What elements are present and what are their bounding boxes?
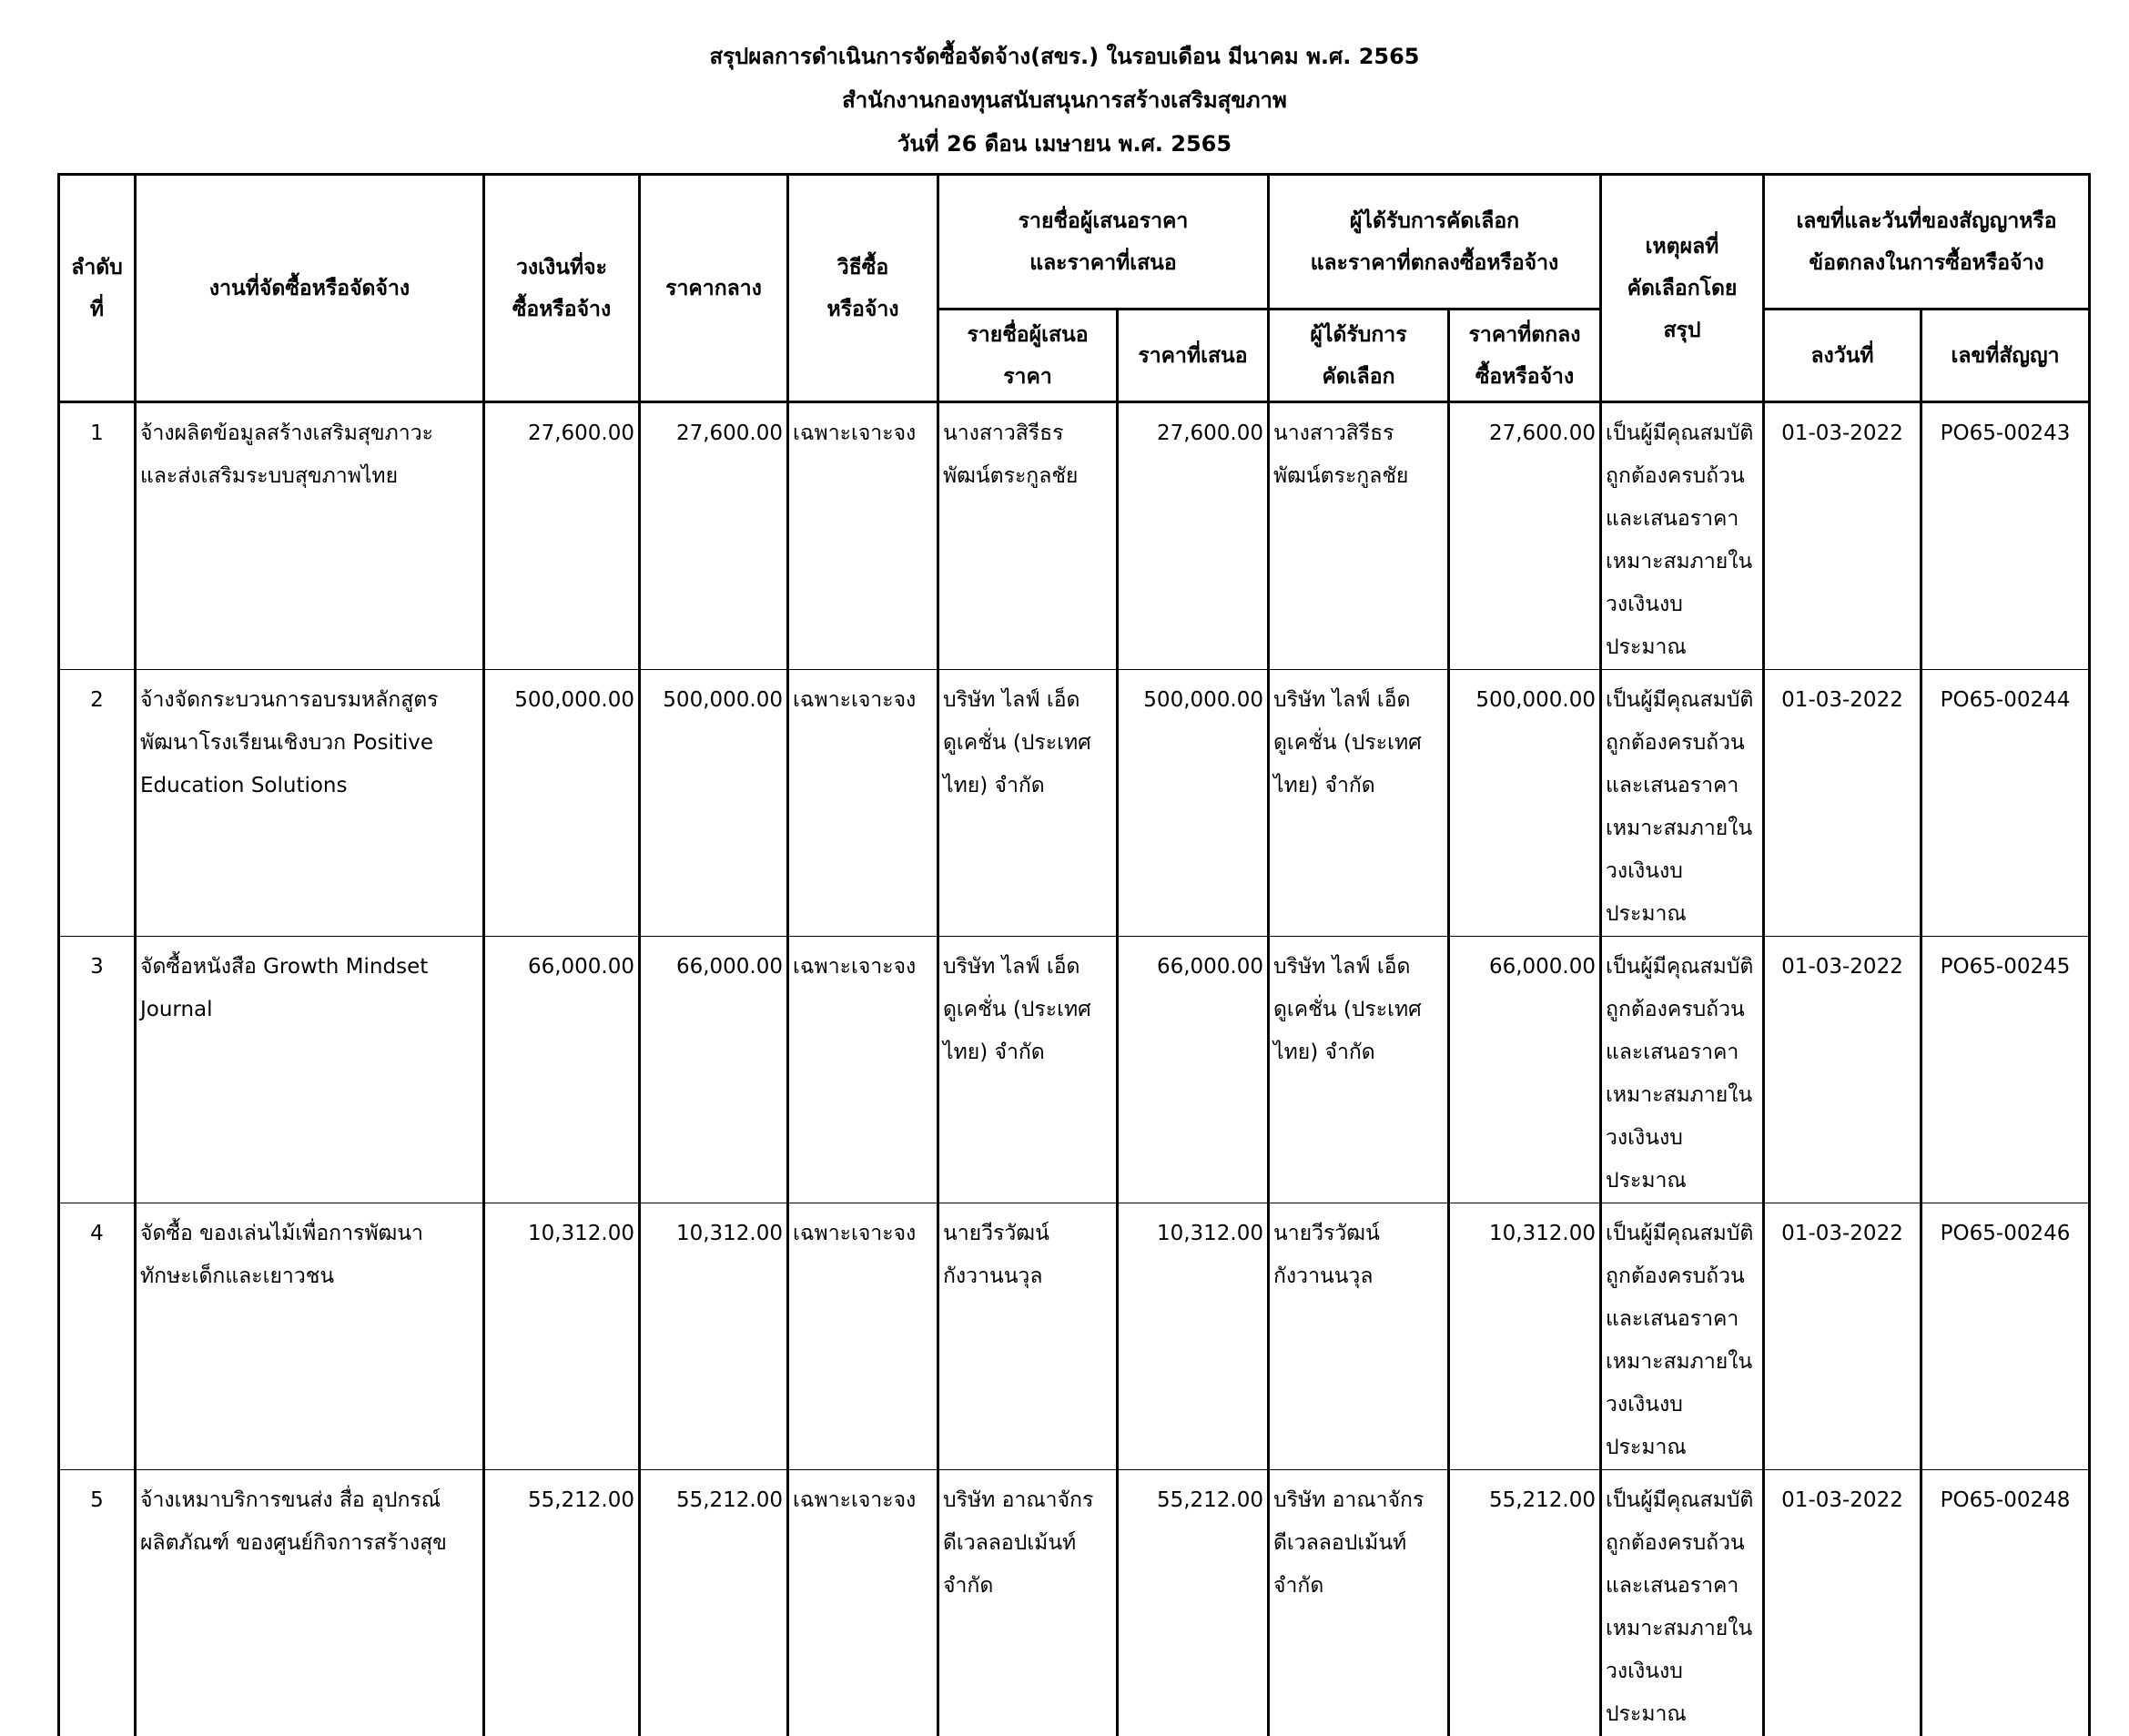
row-reason: เป็นผู้มีคุณสมบัติ ถูกต้องครบถ้วน และเสนอราคา เหมาะสมภายใน วงเงินงบประมาณ (1601, 1203, 1764, 1470)
row-no: 2 (59, 670, 136, 937)
row-bid-price: 66,000.00 (1118, 937, 1269, 1203)
table-row (59, 1470, 2090, 1736)
row-reason: เป็นผู้มีคุณสมบัติ ถูกต้องครบถ้วน และเสนอราคา เหมาะสมภายใน วงเงินงบประมาณ (1601, 402, 1764, 670)
row-bid-price: 500,000.00 (1118, 670, 1269, 937)
row-bid-price: 27,600.00 (1118, 402, 1269, 670)
row-budget: 10,312.00 (484, 1203, 640, 1470)
row-contract-no: PO65-00246 (1921, 1203, 2090, 1470)
row-method: เฉพาะเจาะจง (788, 670, 938, 937)
row-reason: เป็นผู้มีคุณสมบัติ ถูกต้องครบถ้วน และเสนอราคา เหมาะสมภายใน วงเงินงบประมาณ (1601, 937, 1764, 1203)
row-median-price: 10,312.00 (640, 1203, 788, 1470)
table-row (59, 937, 2090, 1203)
row-median-price: 66,000.00 (640, 937, 788, 1203)
col-header-budget: วงเงินที่จะ ซื้อหรือจ้าง (484, 175, 640, 402)
row-date: 01-03-2022 (1764, 402, 1921, 670)
col-header-no: ลำดับ ที่ (59, 175, 136, 402)
row-reason: เป็นผู้มีคุณสมบัติ ถูกต้องครบถ้วน และเสนอราคา เหมาะสมภายใน วงเงินงบประมาณ (1601, 670, 1764, 937)
document-header (0, 35, 2129, 166)
row-median-price: 500,000.00 (640, 670, 788, 937)
row-median-price: 27,600.00 (640, 402, 788, 670)
col-header-date: ลงวันที่ (1764, 310, 1921, 402)
col-header-bidder-name: รายชื่อผู้เสนอ ราคา (938, 310, 1118, 402)
row-bid-price: 10,312.00 (1118, 1203, 1269, 1470)
procurement-table (57, 173, 2091, 1736)
document-title: สรุปผลการดำเนินการจัดซื้อจัดจ้าง(สขร.) ในรอบเดือน มีนาคม พ.ศ. 2565 (0, 35, 2129, 78)
row-method: เฉพาะเจาะจง (788, 402, 938, 670)
row-budget: 66,000.00 (484, 937, 640, 1203)
row-date: 01-03-2022 (1764, 937, 1921, 1203)
col-header-reason: เหตุผลที่ คัดเลือกโดย สรุป (1601, 175, 1764, 402)
table-row (59, 402, 2090, 670)
row-selected: บริษัท ไลฟ์ เอ็ด ดูเคชั่น (ประเทศ ไทย) จำกัด (1269, 937, 1449, 1203)
row-no: 3 (59, 937, 136, 1203)
col-header-selected-group: ผู้ได้รับการคัดเลือก และราคาที่ตกลงซื้อหรือจ้าง (1269, 175, 1601, 310)
col-header-bid-price: ราคาที่เสนอ (1118, 310, 1269, 402)
row-bidder: บริษัท อาณาจักร ดีเวลลอปเม้นท์ จำกัด (938, 1470, 1118, 1736)
row-selected: บริษัท ไลฟ์ เอ็ด ดูเคชั่น (ประเทศ ไทย) จำกัด (1269, 670, 1449, 937)
row-no: 4 (59, 1203, 136, 1470)
row-method: เฉพาะเจาะจง (788, 1203, 938, 1470)
row-agreed-price: 66,000.00 (1449, 937, 1601, 1203)
row-bidder: บริษัท ไลฟ์ เอ็ด ดูเคชั่น (ประเทศ ไทย) จำกัด (938, 670, 1118, 937)
col-header-contract-no: เลขที่สัญญา (1921, 310, 2090, 402)
row-reason: เป็นผู้มีคุณสมบัติ ถูกต้องครบถ้วน และเสนอราคา เหมาะสมภายใน วงเงินงบประมาณ (1601, 1470, 1764, 1736)
row-work: จ้างเหมาบริการขนส่ง สื่อ อุปกรณ์ ผลิตภัณฑ์ ของศูนย์กิจการสร้างสุข (136, 1470, 484, 1736)
table-row (59, 1203, 2090, 1470)
row-contract-no: PO65-00244 (1921, 670, 2090, 937)
row-bidder: บริษัท ไลฟ์ เอ็ด ดูเคชั่น (ประเทศ ไทย) จำกัด (938, 937, 1118, 1203)
col-header-agreed-price: ราคาที่ตกลง ซื้อหรือจ้าง (1449, 310, 1601, 402)
row-contract-no: PO65-00248 (1921, 1470, 2090, 1736)
row-selected: บริษัท อาณาจักร ดีเวลลอปเม้นท์ จำกัด (1269, 1470, 1449, 1736)
row-selected: นายวีรวัฒน์ กังวานนวุล (1269, 1203, 1449, 1470)
row-contract-no: PO65-00245 (1921, 937, 2090, 1203)
col-header-selected-name: ผู้ได้รับการ คัดเลือก (1269, 310, 1449, 402)
row-bidder: นายวีรวัฒน์ กังวานนวุล (938, 1203, 1118, 1470)
row-median-price: 55,212.00 (640, 1470, 788, 1736)
row-no: 1 (59, 402, 136, 670)
col-header-work: งานที่จัดซื้อหรือจัดจ้าง (136, 175, 484, 402)
document-date: วันที่ 26 ดือน เมษายน พ.ศ. 2565 (0, 122, 2129, 166)
row-budget: 500,000.00 (484, 670, 640, 937)
row-work: จ้างผลิตข้อมูลสร้างเสริมสุขภาวะ และส่งเสริมระบบสุขภาพไทย (136, 402, 484, 670)
row-selected: นางสาวสิรีธร พัฒน์ตระกูลชัย (1269, 402, 1449, 670)
row-date: 01-03-2022 (1764, 1203, 1921, 1470)
row-method: เฉพาะเจาะจง (788, 1470, 938, 1736)
row-work: จ้างจัดกระบวนการอบรมหลักสูตร พัฒนาโรงเรียนเชิงบวก Positive Education Solutions (136, 670, 484, 937)
row-agreed-price: 10,312.00 (1449, 1203, 1601, 1470)
row-method: เฉพาะเจาะจง (788, 937, 938, 1203)
row-work: จัดซื้อ ของเล่นไม้เพื่อการพัฒนา ทักษะเด็กและเยาวชน (136, 1203, 484, 1470)
row-agreed-price: 500,000.00 (1449, 670, 1601, 937)
row-agreed-price: 27,600.00 (1449, 402, 1601, 670)
organization-name: สำนักงานกองทุนสนับสนุนการสร้างเสริมสุขภาพ (0, 78, 2129, 122)
row-budget: 27,600.00 (484, 402, 640, 670)
row-budget: 55,212.00 (484, 1470, 640, 1736)
col-header-method: วิธีซื้อ หรือจ้าง (788, 175, 938, 402)
row-date: 01-03-2022 (1764, 1470, 1921, 1736)
row-contract-no: PO65-00243 (1921, 402, 2090, 670)
col-header-bidders-group: รายชื่อผู้เสนอราคา และราคาที่เสนอ (938, 175, 1269, 310)
table-row (59, 670, 2090, 937)
row-agreed-price: 55,212.00 (1449, 1470, 1601, 1736)
row-bidder: นางสาวสิรีธร พัฒน์ตระกูลชัย (938, 402, 1118, 670)
row-date: 01-03-2022 (1764, 670, 1921, 937)
col-header-contract-group: เลขที่และวันที่ของสัญญาหรือ ข้อตกลงในการซื้อหรือจ้าง (1764, 175, 2090, 310)
row-no: 5 (59, 1470, 136, 1736)
col-header-median-price: ราคากลาง (640, 175, 788, 402)
row-work: จัดซื้อหนังสือ Growth Mindset Journal (136, 937, 484, 1203)
row-bid-price: 55,212.00 (1118, 1470, 1269, 1736)
